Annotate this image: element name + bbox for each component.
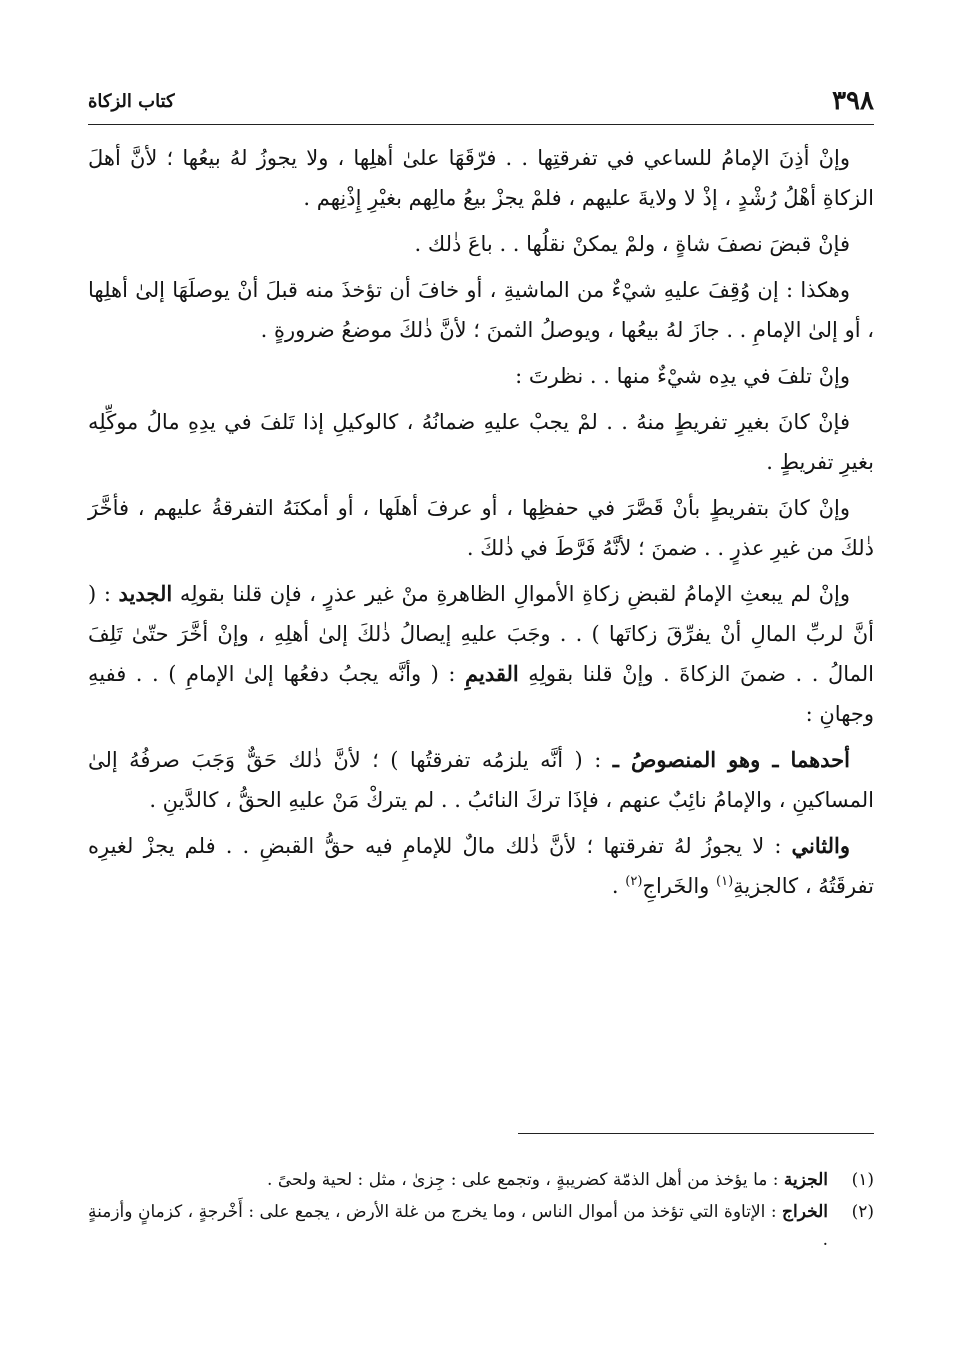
footnote-number: (١) <box>851 1170 874 1190</box>
text-run: وإنْ تلفَ في يدِه شيْءٌ منها . . نظرتَ : <box>515 364 850 388</box>
paragraph <box>88 224 874 264</box>
text-run: وإنْ لم يبعثِ الإمامُ لقبضِ زكاةِ الأموالِ الظاهرةِ منْ غير عذرٍ ، فإن قلنا بقولِه <box>172 582 850 606</box>
footnote <box>88 1166 874 1194</box>
text-run: فإنْ قبضَ نصفَ شاةٍ ، ولمْ يمكنْ نقلُها . . باعَ ذٰلك . <box>414 232 850 256</box>
footnote-text <box>88 1166 828 1194</box>
bold-term: الجزية <box>783 1170 828 1190</box>
text-run: وإنْ أذِنَ الإمامُ للساعي في تفرقتِها . . فرّقَهَا علىٰ أهلِها ، ولا يجوزُ لهُ بيعُها ؛ لأنَّ أهلَ الزكاةِ أهْلُ رُشْدٍ ، إذْ لا ولايةَ عليهم ، فلمْ يجزْ بيعُ مالِهم بغيْرِ إِذْنِهم . <box>88 146 874 210</box>
text-run: . <box>611 874 626 898</box>
footnote-separator <box>518 1133 874 1134</box>
text-run: : ( وأنَّه يجبُ دفعُها إلىٰ الإمامِ ) . . ففيهِ وجهانِ : <box>88 662 874 726</box>
footnotes <box>88 1166 874 1258</box>
footnote-ref: (٢) <box>625 874 643 889</box>
text-run: : لا يجوزُ لهُ تفرقتها ؛ لأنَّ ذٰلك مالٌ للإمامِ فيه حقُّ القبضِ . . فلم يجزْ لغيرِه تفرقَتُهُ ، كالجزيةِ <box>88 834 874 898</box>
text-run: وهكذا : إن وُقِفَ عليهِ شيْءٌ من الماشيةِ ، أو خافَ أن تؤخذَ منه قبلَ أنْ يوصلَهَا إلىٰ أهلِها ، أو إلىٰ الإمامِ . . جازَ لهُ بيعُها ، ويوصلُ الثمنَ ؛ لأنَّ ذٰلكَ موضعُ ضرورةٍ . <box>88 278 874 342</box>
header-rule <box>88 124 874 125</box>
text-run: : ما يؤخذ من أهل الذمّة كضريبةٍ ، وتجمع على : جِزىٰ ، مثل : لحية ولحىً . <box>267 1170 784 1190</box>
bold-term: الخراج <box>782 1202 828 1222</box>
text-run: وإنْ كانَ بتفريطٍ بأنْ قَصَّرَ في حفظِها ، أو عرفَ أهلَها ، أو أمكنَهُ التفرقةُ عليهم ، فأخَّرَ ذٰلكَ من غيرِ عذرٍ . . ضمنَ ؛ لأنَّهُ فَرَّطَ في ذٰلكَ . <box>88 496 874 560</box>
running-title: كتاب الزكاة <box>88 91 175 112</box>
text-run: والخَراجِ <box>642 874 716 898</box>
paragraph <box>88 270 874 350</box>
paragraph <box>88 488 874 568</box>
page-number: ٣٩٨ <box>832 86 874 116</box>
bold-term: الجديد <box>118 581 173 606</box>
text-run: : ( أنَّه يلزمُه تفرقتُها ) ؛ لأنَّ ذٰلك حَقٌّ وَجَبَ صرفُهُ إلىٰ المساكينِ ، والإمامُ نائِبٌ عنهم ، فإذَا تركَ النائبُ . . لم يتركْ مَنْ عليهِ الحقُّ ، كالدَّينِ . <box>88 748 874 812</box>
page-header <box>88 86 874 122</box>
paragraph <box>88 574 874 734</box>
footnote-number: (٢) <box>851 1202 874 1222</box>
footnote-text <box>88 1198 828 1254</box>
paragraph <box>88 356 874 396</box>
text-run: فإنْ كانَ بغيرِ تفريطٍ منهُ . . لمْ يجبْ عليهِ ضمانُهُ ، كالوكيلِ إذا تَلفَ في يدِهِ مالُ موكِّلِه بغيرِ تفريطٍ . <box>88 410 874 474</box>
paragraph <box>88 826 874 906</box>
paragraph <box>88 740 874 820</box>
footnote <box>88 1198 874 1254</box>
main-text <box>88 138 874 912</box>
text-run: : ( أنَّ لربِّ المالِ أنْ يفرِّقَ زكاتَها ) . . وجَبَ عليهِ إيصالُ ذٰلكَ إلىٰ أهلِهِ ، وإنْ أخَّرَ حتّىٰ تَلِفَ المالُ . . ضمنَ الزكاةَ . وإنْ قلنا بقولِهِ <box>88 582 874 686</box>
paragraph <box>88 138 874 218</box>
bold-term: والثاني <box>791 833 850 858</box>
bold-term: القديمِ <box>465 661 519 686</box>
bold-term: أحدهما ـ وهو المنصوصُ ـ <box>612 747 850 772</box>
text-run: : الإتاوة التي تؤخذ من أموال الناس ، وما يخرج من غلة الأرض ، يجمع على : أَخْرجةٍ ، كزمانٍ وأزمنةٍ . <box>88 1202 828 1250</box>
footnote-ref: (١) <box>716 874 734 889</box>
paragraph <box>88 402 874 482</box>
